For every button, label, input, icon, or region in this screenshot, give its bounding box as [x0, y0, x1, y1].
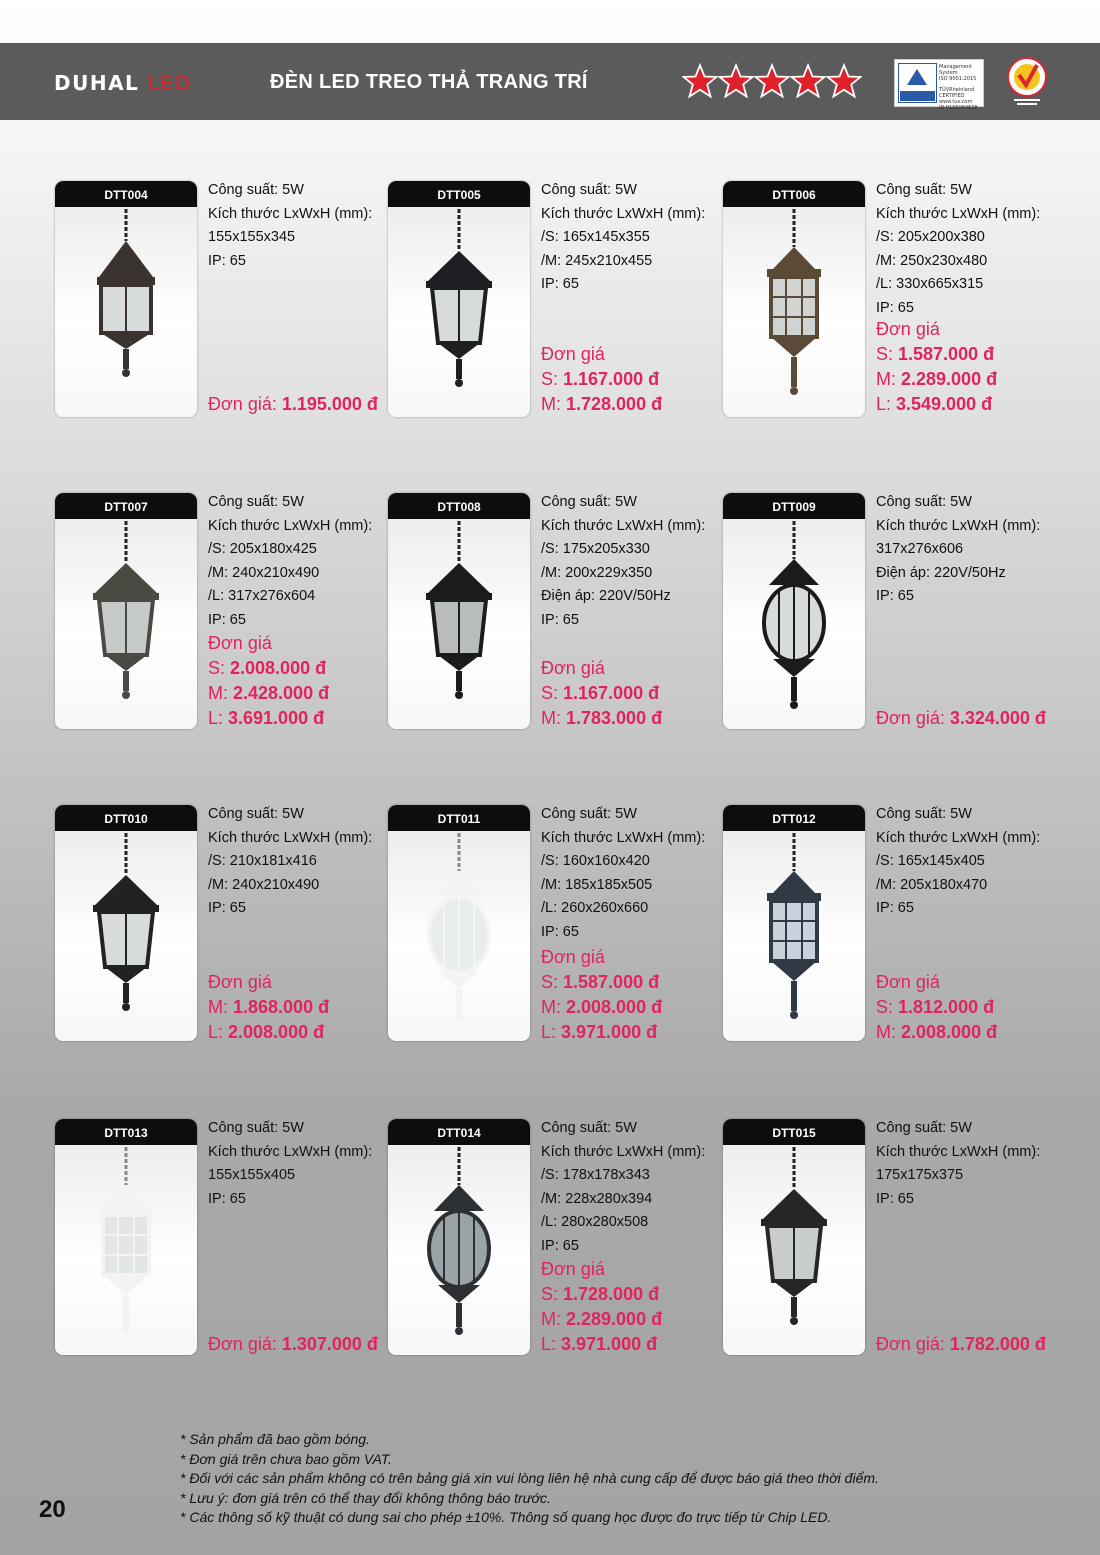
price-label: S:	[541, 1284, 564, 1304]
price-label: S:	[208, 658, 231, 678]
price-label: M:	[541, 997, 566, 1017]
page-title: ĐÈN LED TREO THẢ TRANG TRÍ	[270, 71, 588, 93]
product-card[interactable]	[723, 1119, 865, 1355]
spec-line: IP: 65	[208, 900, 246, 916]
price-line	[541, 1020, 662, 1045]
star-icon	[754, 63, 790, 99]
product-price	[208, 392, 378, 417]
spec-line: Công suất: 5W	[208, 1120, 304, 1136]
price-value: 1.728.000 đ	[566, 394, 663, 414]
product-price	[876, 706, 1046, 731]
price-line	[876, 706, 1046, 731]
price-label: Đơn giá	[876, 319, 940, 339]
price-label: Đơn giá:	[208, 1334, 282, 1354]
spec-line: 317x276x606	[876, 541, 964, 557]
spec-line: /L: 260x260x660	[541, 900, 649, 916]
price-line	[208, 1332, 378, 1357]
spec-line: /M: 228x280x394	[541, 1190, 653, 1207]
price-value: 1.587.000 đ	[563, 972, 660, 992]
product-price	[541, 342, 662, 417]
pendant-lamp-image	[388, 831, 530, 1041]
product-specs	[541, 1117, 705, 1258]
spec-line: Điện áp: 220V/50Hz	[876, 564, 1006, 581]
product-price	[876, 317, 997, 417]
price-line	[876, 367, 997, 392]
spec-line: IP: 65	[876, 1190, 914, 1207]
product-price	[541, 945, 662, 1045]
price-line	[208, 631, 329, 656]
tuv-text	[939, 64, 978, 111]
spec-line: /L: 330x665x315	[876, 276, 984, 292]
price-value: 1.167.000 đ	[563, 683, 660, 703]
price-value: 1.868.000 đ	[233, 997, 330, 1017]
pendant-lamp-image	[388, 207, 530, 417]
price-value: 3.549.000 đ	[896, 394, 993, 414]
cert-text-line: Management	[939, 64, 972, 70]
price-label: Đơn giá	[541, 947, 605, 967]
price-value: 1.728.000 đ	[563, 1284, 660, 1304]
product-specs	[541, 179, 705, 297]
product-code: DTT004	[55, 181, 197, 207]
cert-text-line: ID 9105084638	[939, 105, 978, 111]
product-specs	[541, 491, 705, 632]
product-code: DTT013	[55, 1119, 197, 1145]
cert-text-line: CERTIFIED	[939, 93, 965, 99]
price-value: 1.307.000 đ	[281, 1334, 378, 1354]
price-label: M:	[208, 683, 233, 703]
price-line	[876, 1020, 997, 1045]
price-line	[876, 392, 997, 417]
spec-line: /M: 240x210x490	[208, 564, 320, 581]
price-line	[541, 1332, 662, 1357]
price-line	[541, 706, 662, 731]
price-value: 1.812.000 đ	[898, 997, 995, 1017]
product-code: DTT007	[55, 493, 197, 519]
price-value: 2.008.000 đ	[228, 1022, 325, 1042]
spec-line: /S: 165x145x405	[876, 853, 985, 869]
product-price	[876, 1332, 1046, 1357]
spec-line: /L: 317x276x604	[208, 588, 316, 604]
spec-line: IP: 65	[876, 900, 914, 916]
spec-line: Công suất: 5W	[541, 182, 637, 198]
product-specs	[876, 491, 1040, 609]
spec-line: Kích thước LxWxH (mm):	[876, 517, 1041, 534]
price-line	[541, 367, 662, 392]
spec-line: Kích thước LxWxH (mm):	[541, 205, 706, 222]
pendant-lamp-image	[723, 519, 865, 729]
star-icon	[790, 63, 826, 99]
product-card[interactable]	[55, 493, 197, 729]
price-line	[541, 1307, 662, 1332]
spec-line: Kích thước LxWxH (mm):	[876, 205, 1041, 222]
price-label: Đơn giá	[541, 1259, 605, 1279]
price-label: S:	[541, 683, 564, 703]
price-label: M:	[541, 394, 566, 414]
product-specs	[208, 1117, 372, 1211]
cert-text-line: System	[939, 70, 958, 76]
price-value: 2.008.000 đ	[230, 658, 327, 678]
price-value: 1.782.000 đ	[949, 1334, 1046, 1354]
spec-line: Kích thước LxWxH (mm):	[541, 517, 706, 534]
spec-line: /M: 185x185x505	[541, 876, 653, 893]
product-code: DTT009	[723, 493, 865, 519]
spec-line: 155x155x405	[208, 1167, 296, 1183]
price-value: 1.587.000 đ	[898, 344, 995, 364]
price-label: Đơn giá	[541, 658, 605, 678]
product-code: DTT006	[723, 181, 865, 207]
brand-logo	[54, 71, 191, 95]
spec-line: /S: 205x180x425	[208, 541, 317, 557]
spec-line: 175x175x375	[876, 1167, 964, 1183]
product-code: DTT014	[388, 1119, 530, 1145]
spec-line: IP: 65	[208, 1190, 246, 1207]
pendant-lamp-image	[55, 831, 197, 1041]
tuv-certificate-badge	[894, 59, 984, 111]
spec-line: /M: 200x229x350	[541, 564, 653, 581]
spec-line: Công suất: 5W	[208, 494, 304, 510]
price-line	[876, 995, 997, 1020]
spec-line: Công suất: 5W	[208, 182, 304, 198]
price-label: Đơn giá	[876, 972, 940, 992]
pendant-lamp-image	[388, 519, 530, 729]
price-line	[541, 995, 662, 1020]
spec-line: IP: 65	[541, 276, 579, 292]
product-code: DTT010	[55, 805, 197, 831]
product-specs	[541, 803, 705, 944]
price-line	[208, 995, 329, 1020]
spec-line: Kích thước LxWxH (mm):	[541, 1143, 706, 1160]
price-line	[541, 681, 662, 706]
price-line	[876, 317, 997, 342]
product-specs	[876, 179, 1040, 320]
spec-line: Kích thước LxWxH (mm):	[876, 829, 1041, 846]
price-line	[876, 1332, 1046, 1357]
star-icon	[826, 63, 862, 99]
brand-main: DUHAL	[54, 71, 148, 95]
price-line	[541, 392, 662, 417]
page-number: 20	[39, 1496, 66, 1523]
spec-line: IP: 65	[541, 1237, 579, 1254]
spec-line: IP: 65	[541, 611, 579, 628]
price-value: 3.691.000 đ	[228, 708, 325, 728]
price-label: M:	[208, 997, 233, 1017]
price-line	[541, 945, 662, 970]
spec-line: /M: 205x180x470	[876, 876, 988, 893]
spec-line: Công suất: 5W	[541, 494, 637, 510]
cert-text-line: www.tuv.com	[939, 99, 973, 105]
spec-line: IP: 65	[876, 588, 914, 604]
product-price	[208, 970, 329, 1045]
price-value: 2.428.000 đ	[233, 683, 330, 703]
spec-line: Kích thước LxWxH (mm):	[208, 829, 373, 846]
cert-text-line: TÜVRheinland	[939, 87, 975, 93]
product-price	[208, 631, 329, 731]
footnote-line: * Các thông số kỹ thuật có dung sai cho phép ±10%. Thông số quang học được đo trực tiếp từ Chip LED.	[180, 1509, 832, 1525]
product-price	[208, 1332, 378, 1357]
pendant-lamp-image	[723, 1145, 865, 1355]
quality-award-badge	[1004, 55, 1050, 107]
price-line	[541, 970, 662, 995]
price-value: 2.008.000 đ	[566, 997, 663, 1017]
spec-line: Công suất: 5W	[876, 806, 972, 822]
price-label: Đơn giá:	[208, 394, 282, 414]
spec-line: Công suất: 5W	[208, 806, 304, 822]
price-label: M:	[876, 369, 901, 389]
price-line	[541, 1257, 662, 1282]
spec-line: /L: 280x280x508	[541, 1214, 649, 1230]
product-card[interactable]	[388, 493, 530, 729]
spec-line: Công suất: 5W	[541, 806, 637, 822]
spec-line: IP: 65	[876, 299, 914, 316]
spec-line: /S: 175x205x330	[541, 541, 650, 557]
spec-line: Kích thước LxWxH (mm):	[208, 517, 373, 534]
product-card[interactable]	[388, 181, 530, 417]
price-label: L:	[208, 708, 229, 728]
product-specs	[208, 179, 372, 273]
price-value: 3.971.000 đ	[561, 1022, 658, 1042]
price-value: 2.008.000 đ	[901, 1022, 998, 1042]
spec-line: IP: 65	[208, 252, 246, 269]
price-label: L:	[876, 394, 897, 414]
price-value: 2.289.000 đ	[566, 1309, 663, 1329]
price-label: S:	[541, 972, 564, 992]
price-label: S:	[876, 997, 899, 1017]
price-value: 1.167.000 đ	[563, 369, 660, 389]
product-card[interactable]	[723, 493, 865, 729]
price-label: M:	[541, 708, 566, 728]
price-line	[541, 342, 662, 367]
product-specs	[876, 1117, 1040, 1211]
footnote-line: * Đối với các sản phẩm không có trên bảng giá xin vui lòng liên hệ nhà cung cấp để được báo giá theo thời điểm.	[180, 1470, 879, 1486]
product-specs	[208, 491, 372, 632]
spec-line: /S: 165x145x355	[541, 229, 650, 245]
price-label: Đơn giá	[208, 633, 272, 653]
product-card[interactable]	[388, 1119, 530, 1355]
product-code: DTT008	[388, 493, 530, 519]
product-code: DTT005	[388, 181, 530, 207]
footnote-line: * Đơn giá trên chưa bao gồm VAT.	[180, 1450, 392, 1467]
price-label: S:	[876, 344, 899, 364]
product-code: DTT015	[723, 1119, 865, 1145]
price-label: L:	[541, 1334, 562, 1354]
price-line	[541, 656, 662, 681]
product-card[interactable]	[55, 805, 197, 1041]
price-value: 2.289.000 đ	[901, 369, 998, 389]
price-label: Đơn giá:	[876, 1334, 950, 1354]
price-label: S:	[541, 369, 564, 389]
price-label: Đơn giá:	[876, 708, 950, 728]
spec-line: Kích thước LxWxH (mm):	[208, 1143, 373, 1160]
product-code: DTT011	[388, 805, 530, 831]
spec-line: Kích thước LxWxH (mm):	[541, 829, 706, 846]
spec-line: Công suất: 5W	[876, 1120, 972, 1136]
star-icon	[682, 63, 718, 99]
spec-line: Điện áp: 220V/50Hz	[541, 588, 671, 604]
spec-line: /M: 240x210x490	[208, 876, 320, 893]
spec-line: IP: 65	[208, 611, 246, 628]
product-specs	[876, 803, 1040, 921]
spec-line: Công suất: 5W	[541, 1120, 637, 1136]
price-value: 1.783.000 đ	[566, 708, 663, 728]
star-icon	[718, 63, 754, 99]
price-line	[208, 1020, 329, 1045]
page-header	[0, 43, 1100, 120]
pendant-lamp-image	[388, 1145, 530, 1355]
price-label: Đơn giá	[208, 972, 272, 992]
pendant-lamp-image	[723, 831, 865, 1041]
footnote-line: * Sản phẩm đã bao gồm bóng.	[180, 1431, 370, 1447]
price-line	[876, 342, 997, 367]
price-line	[208, 656, 329, 681]
price-label: L:	[208, 1022, 229, 1042]
price-value: 1.195.000 đ	[281, 394, 378, 414]
footnotes	[180, 1430, 879, 1528]
spec-line: /S: 205x200x380	[876, 229, 985, 245]
price-line	[208, 706, 329, 731]
pendant-lamp-image	[723, 207, 865, 417]
brand-accent: LED	[147, 71, 192, 95]
spec-line: /S: 178x178x343	[541, 1167, 650, 1183]
price-value: 3.324.000 đ	[949, 708, 1046, 728]
spec-line: Công suất: 5W	[876, 182, 972, 198]
cert-text-line: ISO 9001:2015	[939, 76, 977, 82]
price-line	[876, 970, 997, 995]
price-label: L:	[541, 1022, 562, 1042]
spec-line: IP: 65	[541, 923, 579, 940]
product-specs	[208, 803, 372, 921]
product-price	[541, 656, 662, 731]
product-card[interactable]	[55, 1119, 197, 1355]
product-card[interactable]	[723, 181, 865, 417]
spec-line: Công suất: 5W	[876, 494, 972, 510]
price-line	[541, 1282, 662, 1307]
price-label: Đơn giá	[541, 344, 605, 364]
spec-line: /S: 160x160x420	[541, 853, 650, 869]
pendant-lamp-image	[55, 519, 197, 729]
tuv-logo	[898, 63, 937, 103]
product-price	[876, 970, 997, 1045]
spec-line: /M: 245x210x455	[541, 252, 653, 269]
pendant-lamp-image	[55, 207, 197, 417]
price-label: M:	[541, 1309, 566, 1329]
price-label: M:	[876, 1022, 901, 1042]
price-value: 3.971.000 đ	[561, 1334, 658, 1354]
rating-stars	[682, 63, 862, 99]
spec-line: /M: 250x230x480	[876, 252, 988, 269]
spec-line: Kích thước LxWxH (mm):	[876, 1143, 1041, 1160]
price-line	[208, 392, 378, 417]
spec-line: 155x155x345	[208, 229, 296, 245]
price-line	[208, 970, 329, 995]
product-card[interactable]	[388, 805, 530, 1041]
spec-line: Kích thước LxWxH (mm):	[208, 205, 373, 222]
product-price	[541, 1257, 662, 1357]
spec-line: /S: 210x181x416	[208, 853, 317, 869]
price-line	[208, 681, 329, 706]
pendant-lamp-image	[55, 1145, 197, 1355]
product-card[interactable]	[55, 181, 197, 417]
product-card[interactable]	[723, 805, 865, 1041]
footnote-line: * Lưu ý: đơn giá trên có thể thay đổi không thông báo trước.	[180, 1489, 551, 1506]
product-code: DTT012	[723, 805, 865, 831]
